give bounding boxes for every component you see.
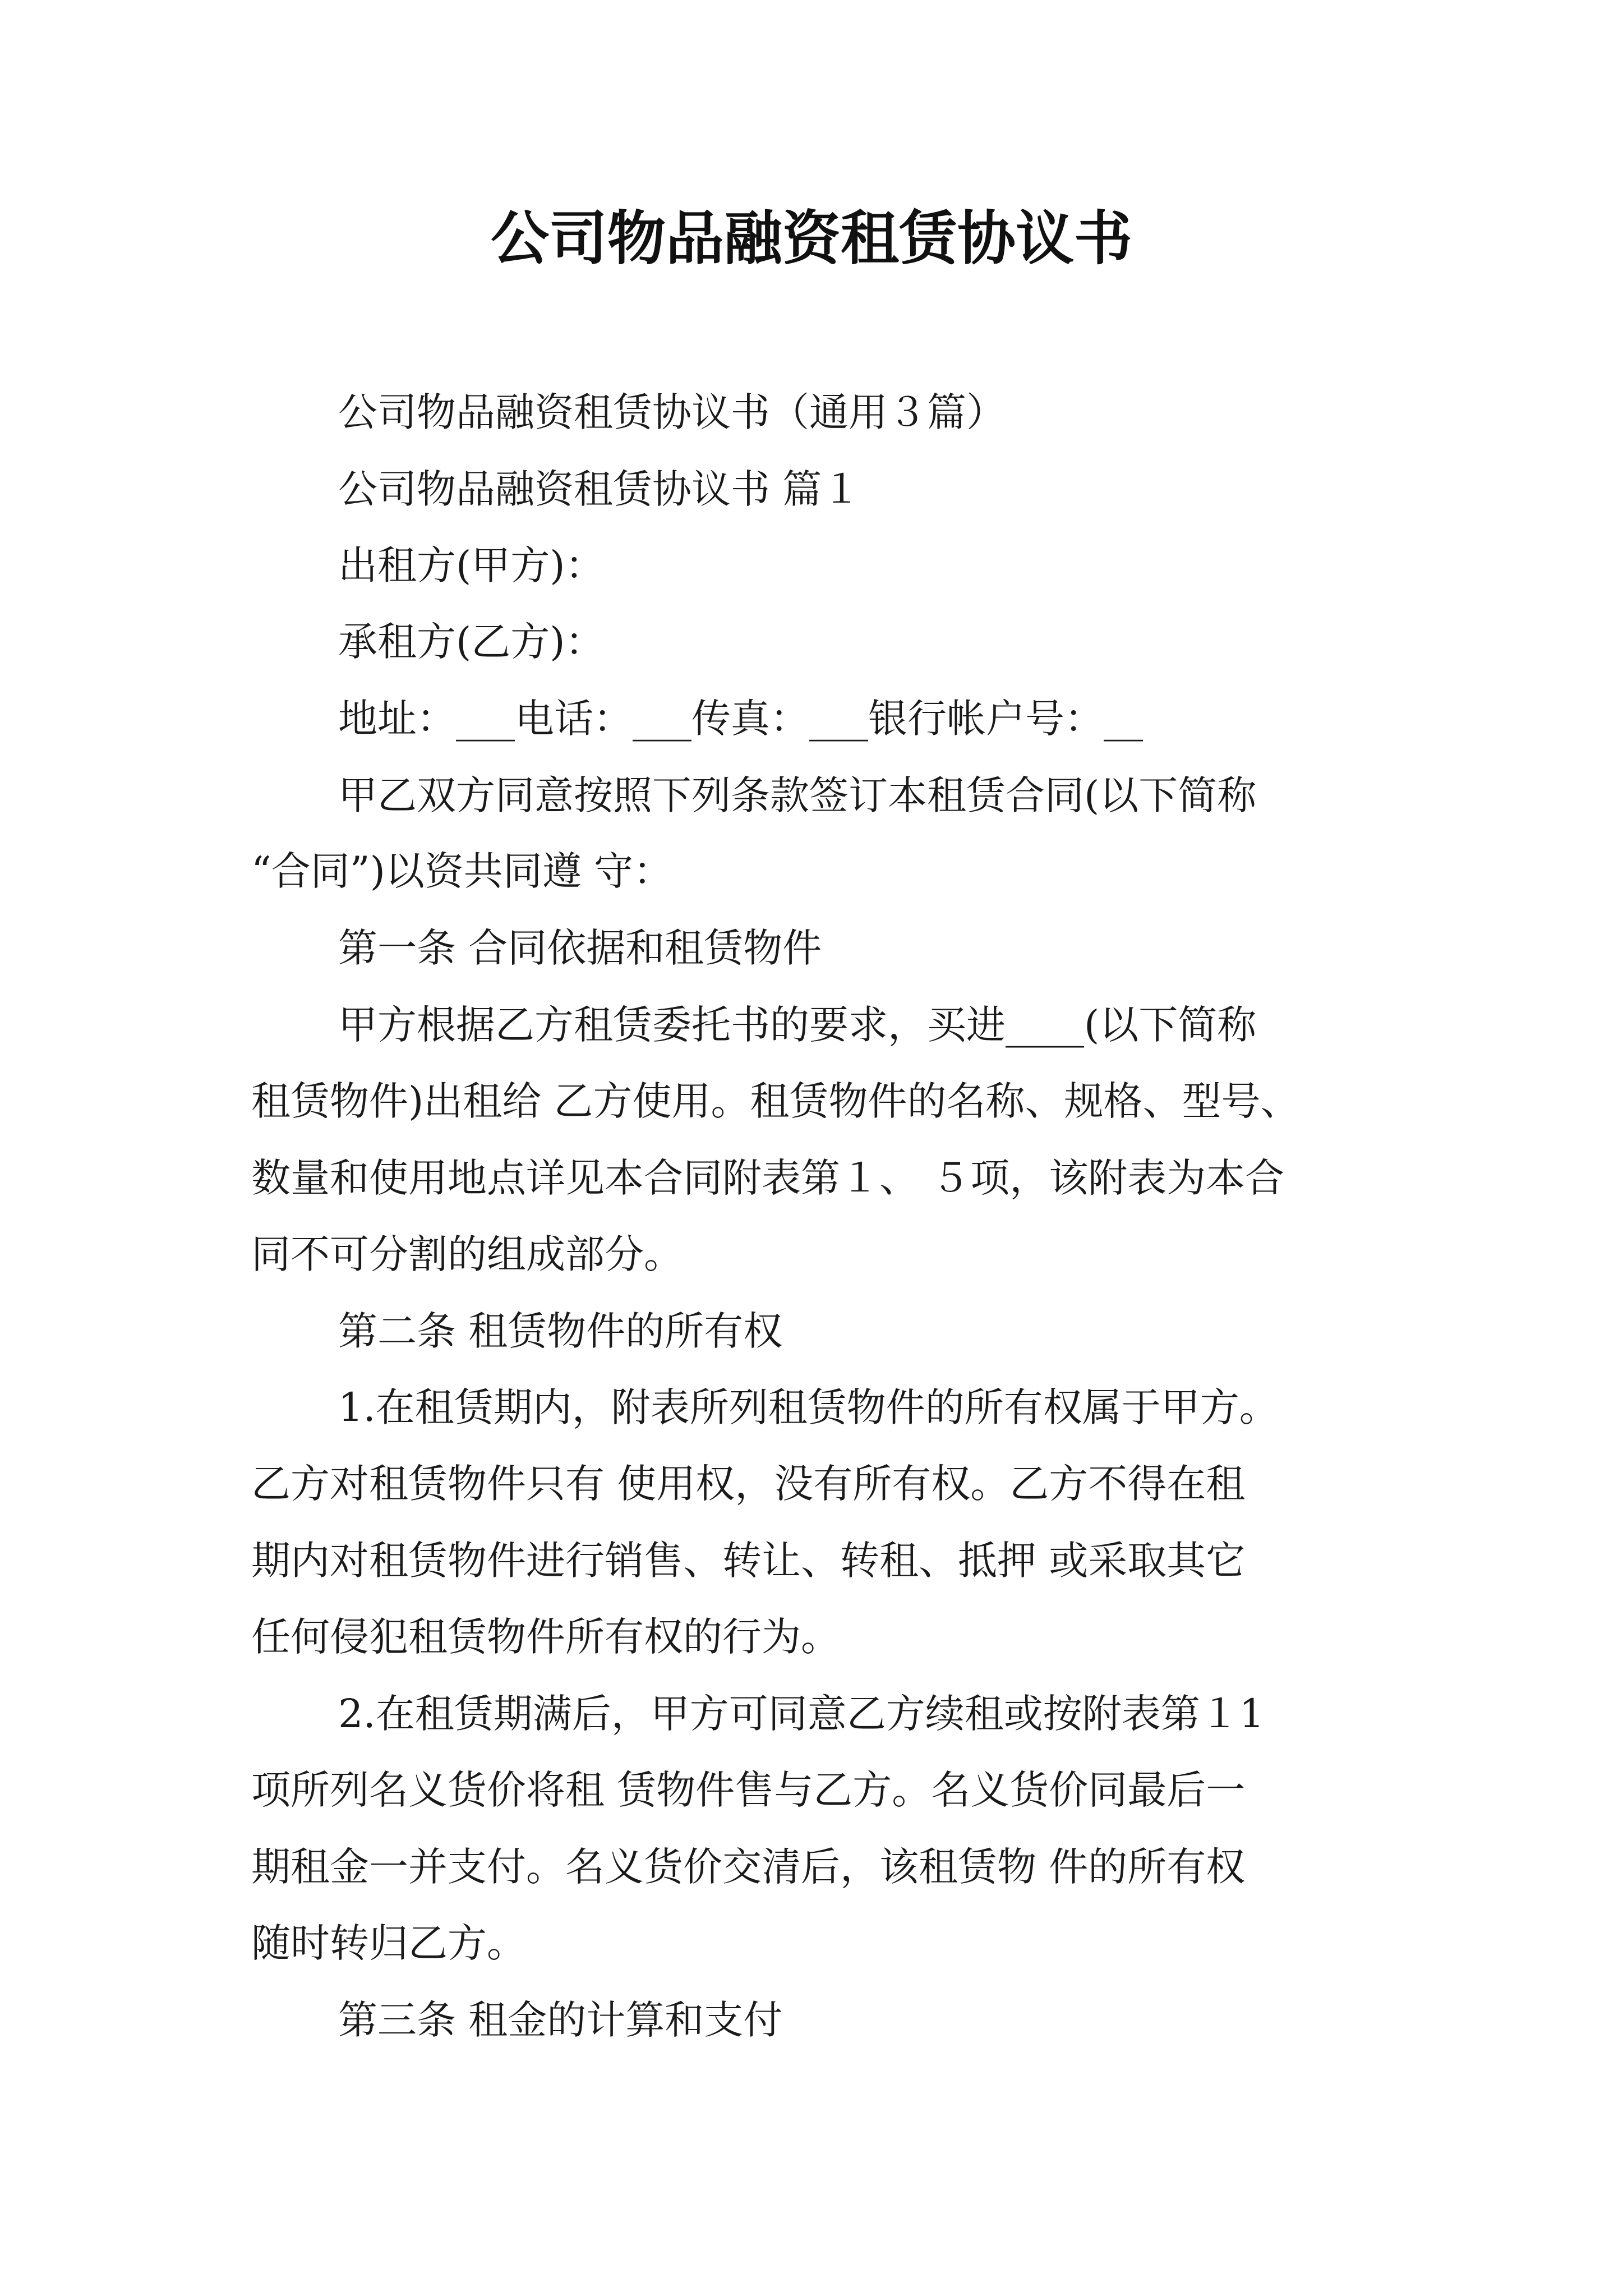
text-line: 随时转归乙方。 — [251, 1920, 526, 1966]
text-line: 第一条 合同依据和租赁物件 — [338, 925, 822, 971]
text-line: 甲方根据乙方租赁委托书的要求，买进____(以下简称 — [338, 1002, 1257, 1048]
text-line: “合同”)以资共同遵 守： — [251, 848, 673, 894]
text-line: 第二条 租赁物件的所有权 — [338, 1308, 783, 1354]
text-line: 同不可分割的组成部分。 — [251, 1231, 683, 1277]
text-line: 乙方对租赁物件只有 使用权，没有所有权。乙方不得在租 — [251, 1461, 1246, 1507]
text-line: 租赁物件)出租给 乙方使用。租赁物件的名称、规格、型号、 — [251, 1078, 1300, 1124]
text-line: 公司物品融资租赁协议书 篇１ — [338, 466, 861, 512]
text-line: 项所列名义货价将租 赁物件售与乙方。名义货价同最后一 — [251, 1767, 1246, 1813]
text-line: 期租金一并支付。名义货价交清后，该租赁物 件的所有权 — [251, 1844, 1246, 1890]
text-line: 1.在租赁期内，附表所列租赁物件的所有权属于甲方。 — [338, 1384, 1279, 1430]
text-line: 期内对租赁物件进行销售、转让、转租、抵押 或采取其它 — [251, 1538, 1246, 1584]
document-title: 公司物品融资租赁协议书 — [490, 204, 1132, 273]
text-line: 承租方(乙方)： — [338, 619, 605, 665]
text-line: 数量和使用地点详见本合同附表第１、 ５项，该附表为本合 — [251, 1155, 1285, 1201]
text-line: 地址：___电话：___传真：___银行帐户号：__ — [338, 696, 1143, 742]
text-line: 第三条 租金的计算和支付 — [338, 1997, 783, 2043]
text-line: 出租方(甲方)： — [338, 542, 605, 588]
text-line: 甲乙双方同意按照下列条款签订本租赁合同(以下简称 — [338, 772, 1257, 818]
text-line: 任何侵犯租赁物件所有权的行为。 — [251, 1614, 840, 1660]
text-line: 公司物品融资租赁协议书（通用３篇） — [338, 389, 1006, 435]
text-line: 2.在租赁期满后，甲方可同意乙方续租或按附表第１1 — [338, 1691, 1265, 1737]
